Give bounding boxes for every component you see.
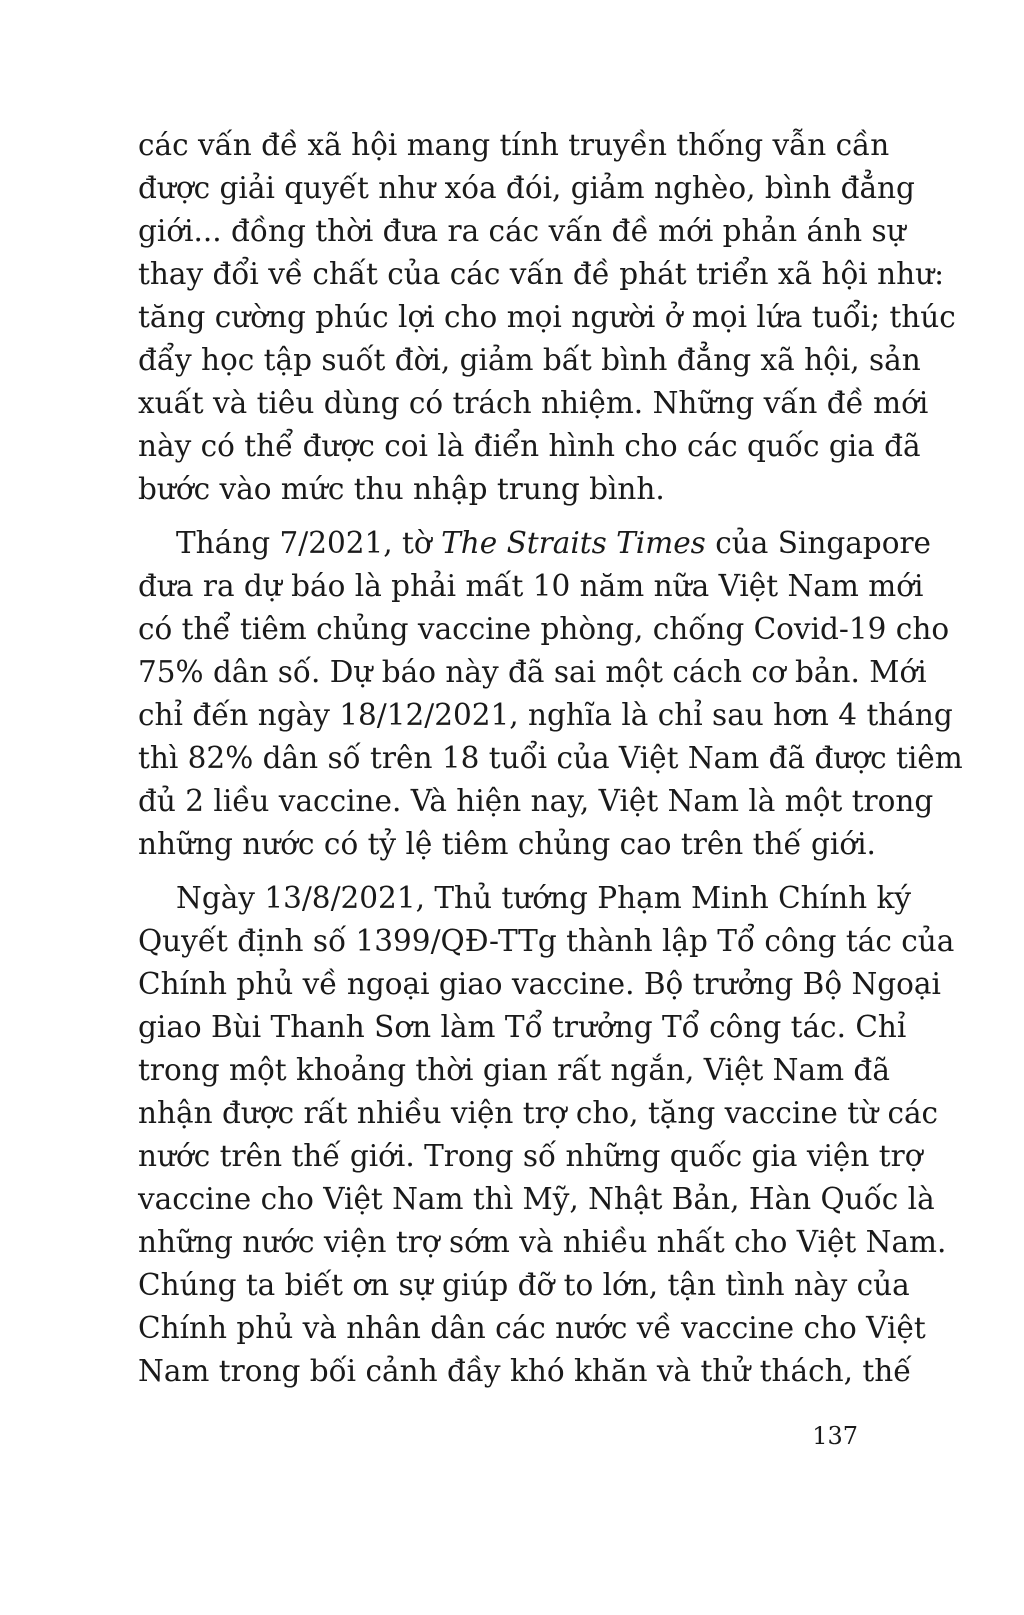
text-line: Chính phủ và nhân dân các nước về vaccine cho Việt	[138, 1311, 926, 1345]
text-segment: của Singapore	[705, 526, 932, 560]
text-line: Quyết định số 1399/QĐ-TTg thành lập Tổ công tác của	[138, 924, 955, 958]
text-line: vaccine cho Việt Nam thì Mỹ, Nhật Bản, Hàn Quốc là	[138, 1182, 935, 1216]
paragraph-gap	[138, 511, 858, 522]
text-line: có thể tiêm chủng vaccine phòng, chống Covid-19 cho	[138, 612, 950, 646]
text-line: thay đổi về chất của các vấn đề phát triển xã hội như:	[138, 257, 945, 291]
text-line: nhận được rất nhiều viện trợ cho, tặng vaccine từ các	[138, 1096, 939, 1130]
text-line: các vấn đề xã hội mang tính truyền thống vẫn cần	[138, 128, 890, 162]
text-line: đủ 2 liều vaccine. Và hiện nay, Việt Nam là một trong	[138, 784, 934, 818]
text-line: này có thể được coi là điển hình cho các quốc gia đã	[138, 429, 921, 463]
text-line: Ngày 13/8/2021, Thủ tướng Phạm Minh Chính ký	[176, 881, 911, 915]
text-line: những nước có tỷ lệ tiêm chủng cao trên thế giới.	[138, 827, 876, 861]
text-line: trong một khoảng thời gian rất ngắn, Việt Nam đã	[138, 1053, 890, 1087]
text-line: những nước viện trợ sớm và nhiều nhất cho Việt Nam.	[138, 1225, 947, 1259]
page-number: 137	[812, 1422, 858, 1450]
text-line: chỉ đến ngày 18/12/2021, nghĩa là chỉ sau hơn 4 tháng	[138, 698, 953, 732]
text-line: Chúng ta biết ơn sự giúp đỡ to lớn, tận tình này của	[138, 1268, 910, 1302]
text-line: 75% dân số. Dự báo này đã sai một cách cơ bản. Mới	[138, 655, 927, 689]
text-line: giao Bùi Thanh Sơn làm Tổ trưởng Tổ công tác. Chỉ	[138, 1010, 907, 1044]
text-line: xuất và tiêu dùng có trách nhiệm. Những vấn đề mới	[138, 386, 929, 420]
text-line: Nam trong bối cảnh đầy khó khăn và thử thách, thế	[138, 1354, 912, 1388]
text-line: Chính phủ về ngoại giao vaccine. Bộ trưởng Bộ Ngoại	[138, 967, 941, 1001]
text-line: thì 82% dân số trên 18 tuổi của Việt Nam đã được tiêm	[138, 741, 963, 775]
text-line: đưa ra dự báo là phải mất 10 năm nữa Việt Nam mới	[138, 569, 924, 603]
text-line: bước vào mức thu nhập trung bình.	[138, 472, 665, 506]
text-line: đẩy học tập suốt đời, giảm bất bình đẳng xã hội, sản	[138, 343, 921, 377]
text-line: nước trên thế giới. Trong số những quốc gia viện trợ	[138, 1139, 923, 1173]
text-segment: Tháng 7/2021, tờ	[176, 526, 442, 560]
newspaper-title: The Straits Times	[441, 526, 706, 560]
text-line	[138, 522, 932, 565]
body-text	[138, 124, 963, 1393]
paragraph-gap	[138, 866, 858, 877]
text-line: được giải quyết như xóa đói, giảm nghèo, bình đẳng	[138, 171, 915, 205]
text-line: giới... đồng thời đưa ra các vấn đề mới phản ánh sự	[138, 214, 906, 248]
text-line: tăng cường phúc lợi cho mọi người ở mọi lứa tuổi; thúc	[138, 300, 956, 334]
